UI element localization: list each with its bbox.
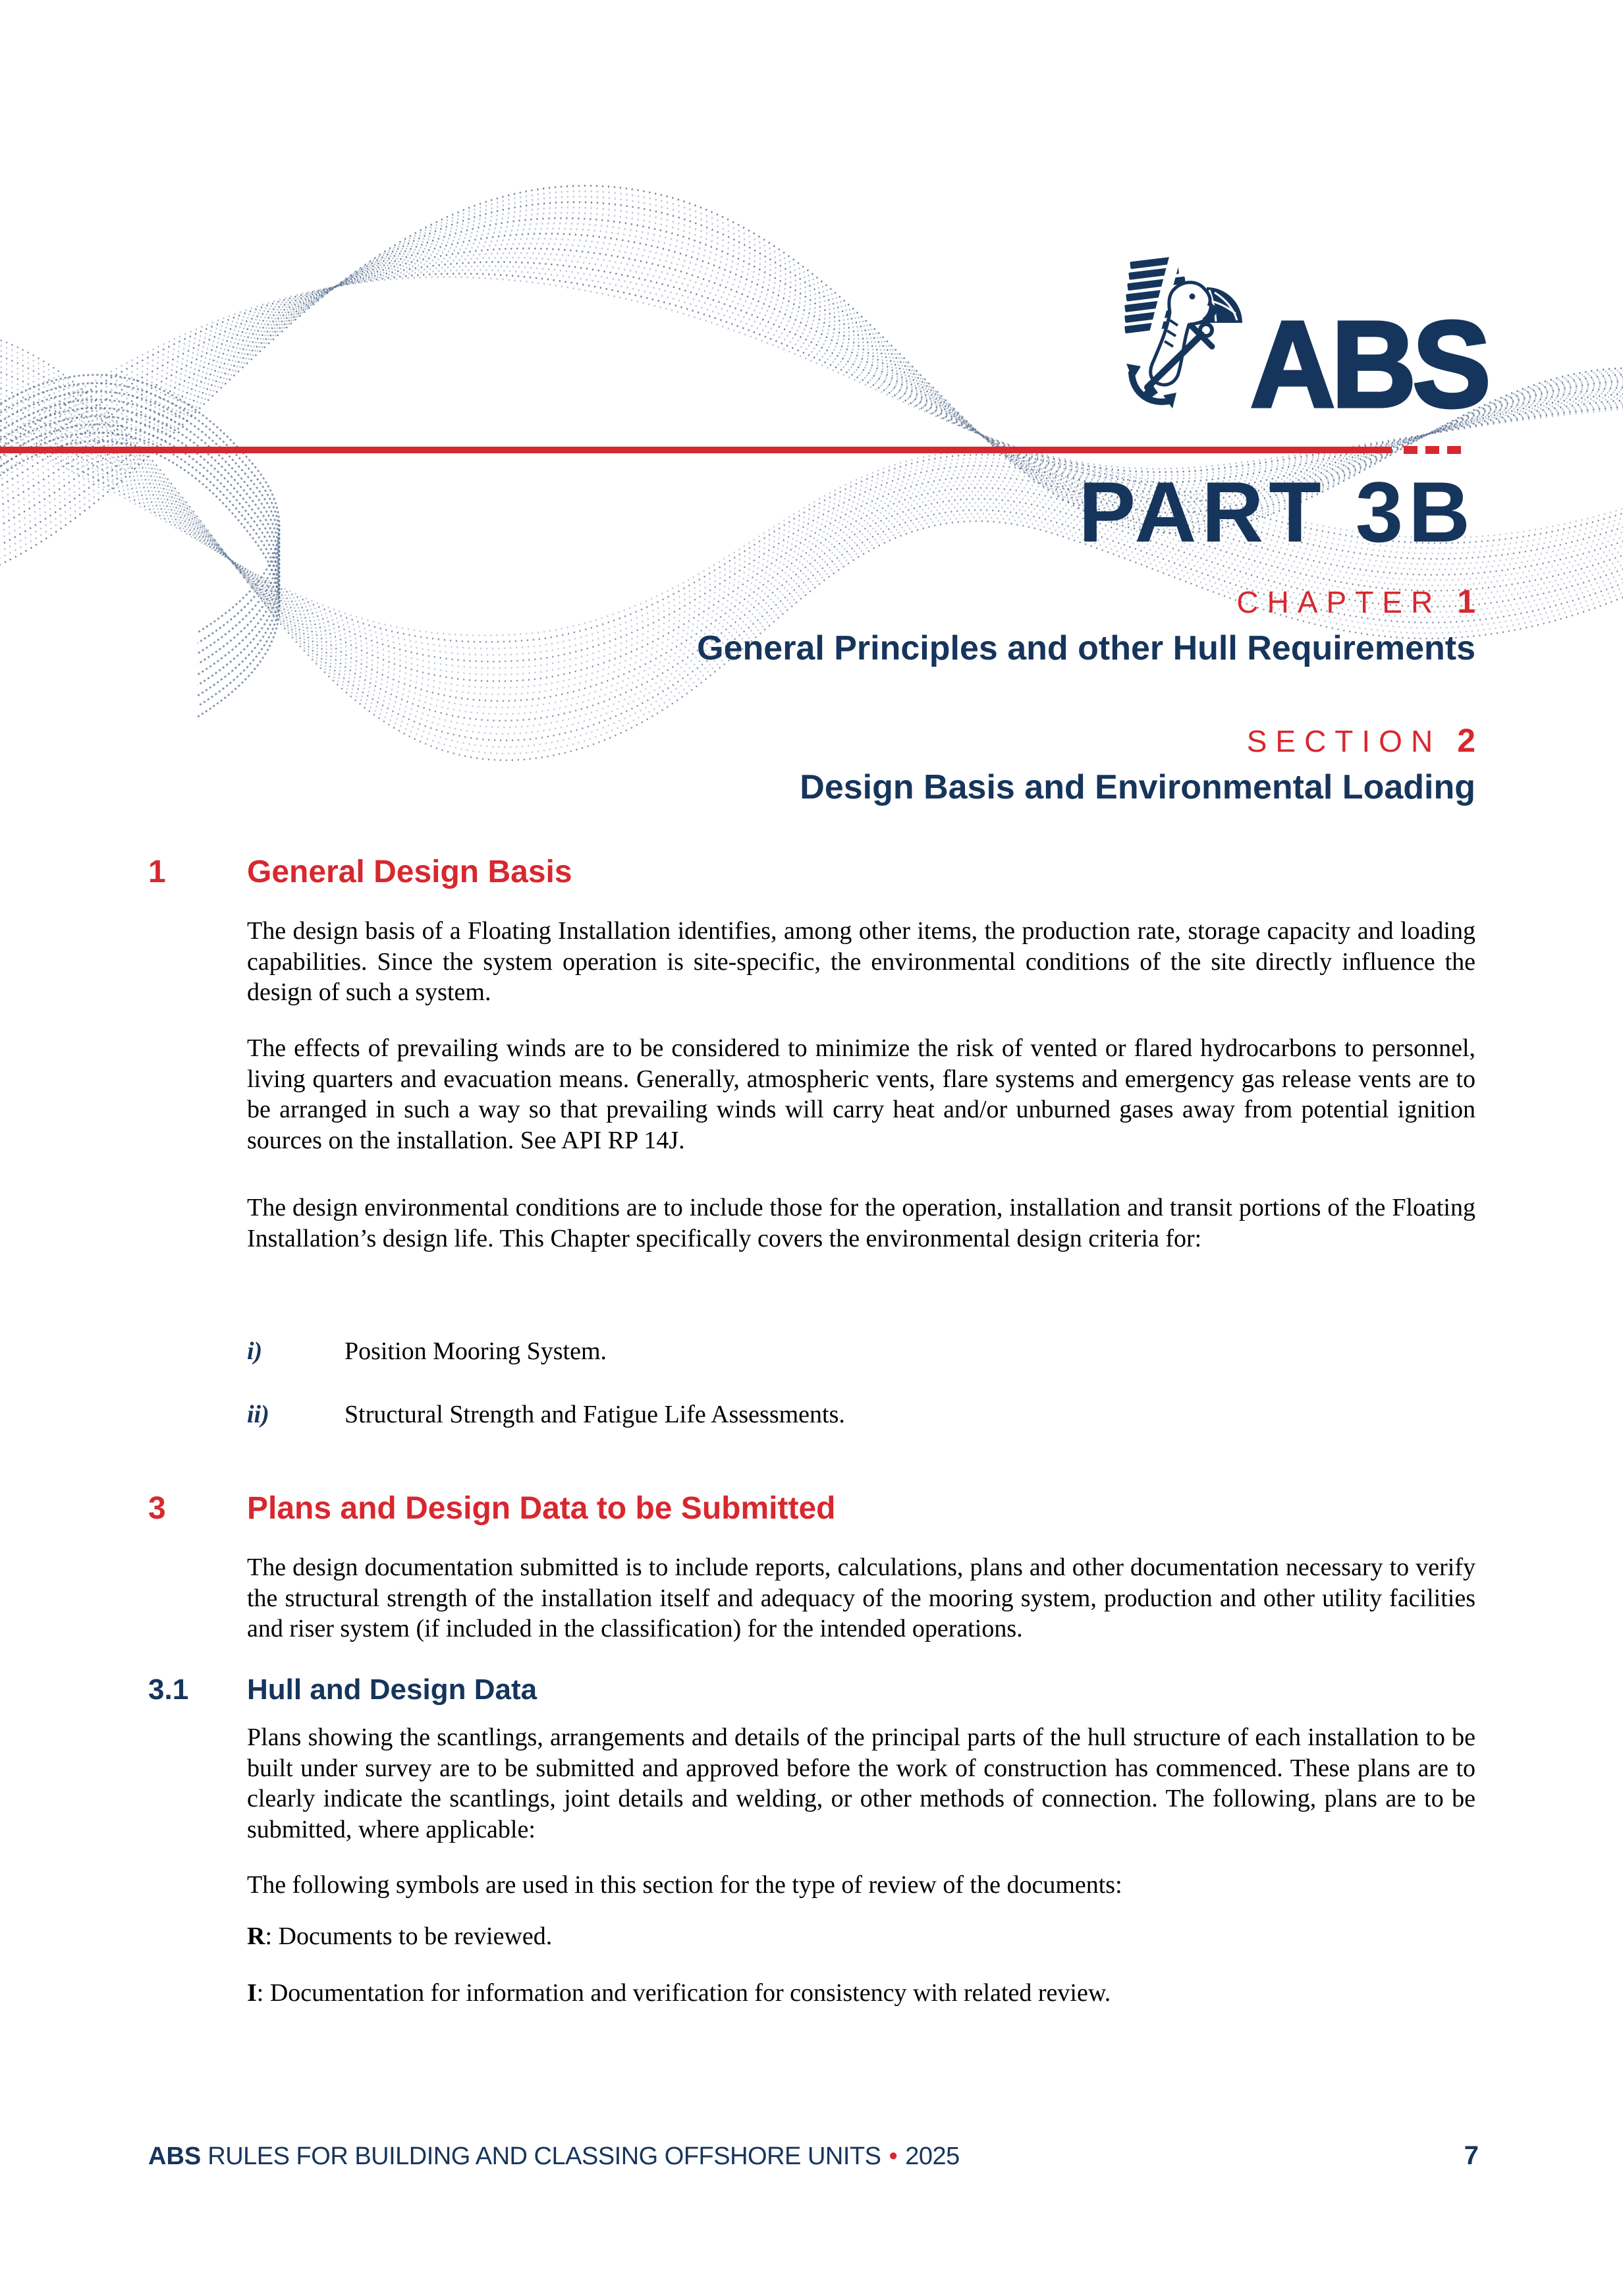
list-marker: i) xyxy=(247,1337,263,1365)
title-block xyxy=(697,464,1475,807)
paragraph: The design documentation submitted is to include reports, calculations, plans and other documentation necessary to verify the structural strength of the installation itself and adequacy of the mooring system, production and other utility facilities and riser system (if included in the classification) for the intended operations. xyxy=(247,1554,1475,1642)
abs-logo-text: ABS xyxy=(1250,296,1487,433)
section-3-number: 3 xyxy=(148,1491,166,1526)
footer-year: 2025 xyxy=(905,2142,960,2170)
section-3-heading xyxy=(148,1490,1475,1526)
section-label: SECTION xyxy=(1246,724,1442,759)
symbol-r-text: : Documents to be reviewed. xyxy=(265,1922,553,1950)
header-rule-dashes xyxy=(1404,446,1461,454)
symbol-i: I xyxy=(247,1979,257,2007)
list-item xyxy=(247,1336,1475,1367)
footer-text: RULES FOR BUILDING AND CLASSING OFFSHORE UNITS xyxy=(201,2142,881,2170)
section-1-title: General Design Basis xyxy=(247,854,572,889)
list-text: Structural Strength and Fatigue Life Assessments. xyxy=(344,1401,845,1428)
footer-brand: ABS xyxy=(148,2142,202,2170)
chapter-label-line xyxy=(697,585,1475,618)
rule-dash xyxy=(1404,446,1417,454)
section-1-number: 1 xyxy=(148,854,166,889)
chapter-number: 1 xyxy=(1457,583,1475,620)
paragraph: The effects of prevailing winds are to be considered to minimize the risk of vented or flared hydrocarbons to personnel, living quarters and evacuation means. Generally, atmospheric vents, flare systems and emergency gas release vents are to be arranged in such a way so that prevailing winds will carry heat and/or unburned gases away from potential ignition sources on the installation. See API RP 14J. xyxy=(247,1034,1475,1154)
symbol-definition-r xyxy=(247,1921,1475,1952)
paragraph: The following symbols are used in this section for the type of review of the documents: xyxy=(247,1871,1122,1899)
chapter-title: General Principles and other Hull Requirements xyxy=(697,629,1475,667)
page-number: 7 xyxy=(1464,2141,1479,2170)
section-3-1-heading xyxy=(148,1673,1475,1707)
paragraph: The design environmental conditions are to include those for the operation, installation and transit portions of the Floating Installation’s design life. This Chapter specifically covers the environmental design criteria for: xyxy=(247,1194,1475,1252)
symbol-definition-i xyxy=(247,1978,1475,2009)
section-3-title: Plans and Design Data to be Submitted xyxy=(247,1491,836,1526)
abs-logo xyxy=(1109,257,1497,433)
section-label-line xyxy=(697,722,1475,760)
section-title: Design Basis and Environmental Loading xyxy=(800,768,1475,807)
rule-dash xyxy=(1425,446,1439,454)
chapter-label: CHAPTER xyxy=(1236,585,1442,619)
footer-separator-dot: • xyxy=(889,2142,898,2170)
section-3-1-title: Hull and Design Data xyxy=(247,1673,537,1706)
symbol-i-text: : Documentation for information and verification for consistency with related review. xyxy=(256,1979,1111,2007)
list-marker: ii) xyxy=(247,1401,269,1428)
paragraph: The design basis of a Floating Installation identifies, among other items, the production rate, storage capacity and loading capabilities. Since the system operation is site-specific, the environmental conditions of the site directly influence the design of such a system. xyxy=(247,917,1475,1006)
list-text: Position Mooring System. xyxy=(344,1337,607,1365)
section-1-heading xyxy=(148,854,1475,890)
header-rule xyxy=(0,447,1392,453)
paragraph: Plans showing the scantlings, arrangements and details of the principal parts of the hull structure of each installation to be built under survey are to be submitted and approved before the work of construction has commenced. These plans are to clearly indicate the scantlings, joint details and welding, or other methods of connection. The following, plans are to be submitted, where applicable: xyxy=(247,1723,1475,1843)
rule-dash xyxy=(1447,446,1461,454)
abs-eagle-anchor-icon xyxy=(1109,257,1245,411)
footer-rule-title xyxy=(148,2142,960,2171)
section-number: 2 xyxy=(1457,722,1475,760)
list-item xyxy=(247,1399,1475,1430)
section-3-1-number: 3.1 xyxy=(148,1673,189,1706)
part-title: PART 3B xyxy=(1078,464,1475,560)
symbol-r: R xyxy=(247,1922,265,1950)
